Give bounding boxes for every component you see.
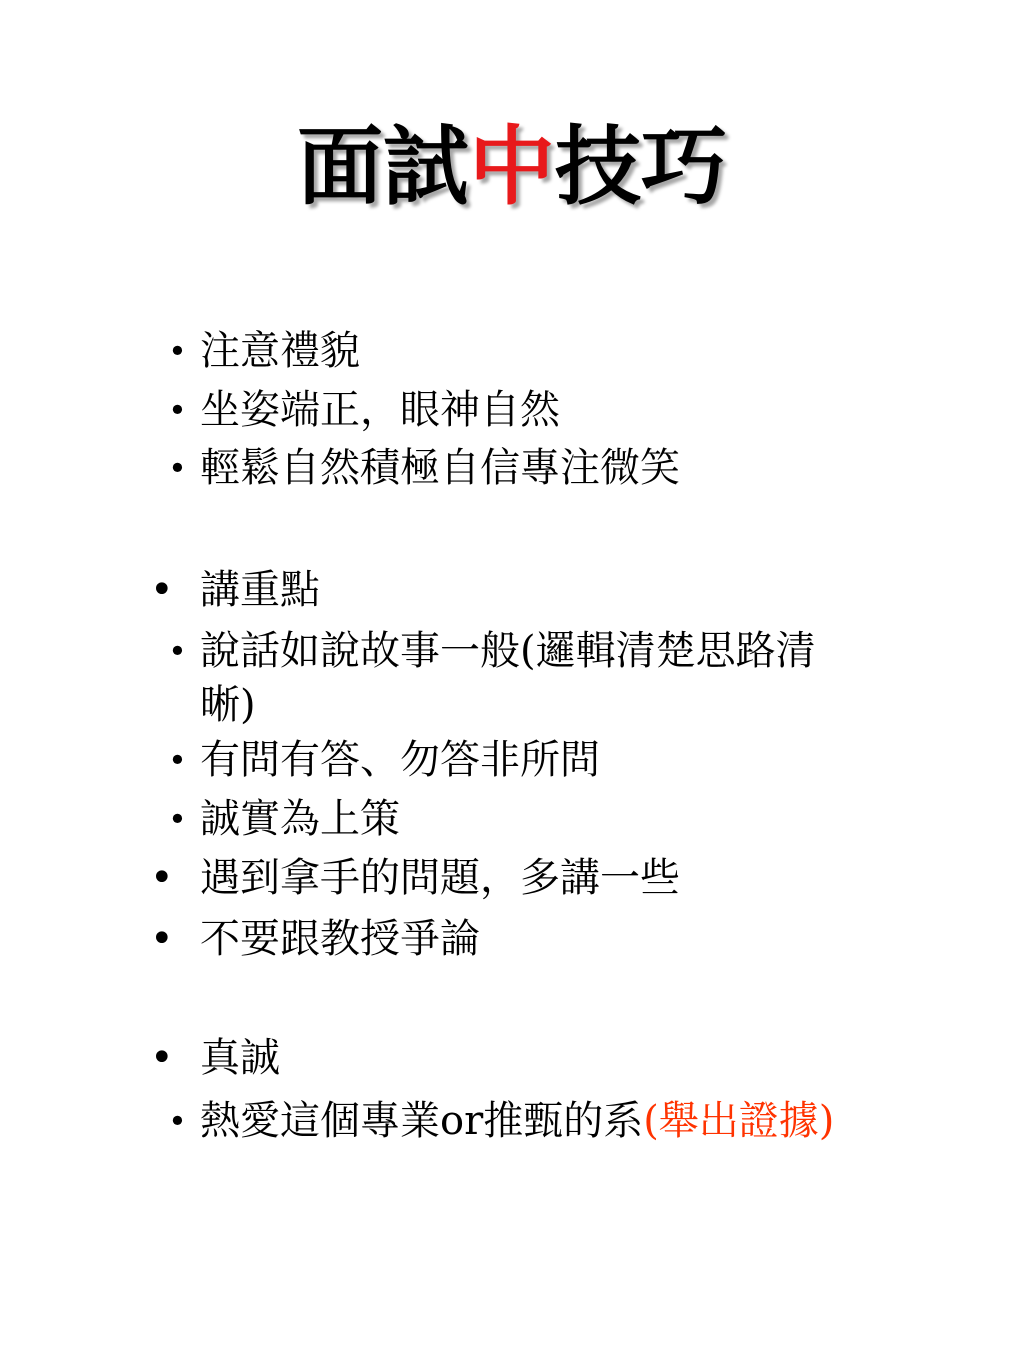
bullet-icon: •	[168, 391, 187, 429]
slide-title	[0, 112, 1024, 222]
list-item-text: 誠實為上策	[200, 796, 400, 842]
list-item-main-text: 熱愛這個專業or推甄的系	[200, 1098, 644, 1144]
list-item-text: 真誠	[200, 1035, 280, 1081]
bullet-icon: •	[168, 632, 187, 670]
list-item-text: 坐姿端正，眼神自然	[200, 387, 560, 433]
list-item-text: 有問有答、勿答非所問	[200, 737, 600, 783]
bullet-icon: •	[150, 1035, 174, 1081]
bullet-icon: •	[168, 449, 187, 487]
title-accent: 中	[469, 116, 555, 217]
list-item-text: 講重點	[200, 567, 320, 613]
bullet-icon: •	[150, 855, 174, 901]
bullet-icon: •	[168, 741, 187, 779]
bullet-icon: •	[168, 1102, 187, 1140]
list-item-text-line-2: 晰)	[200, 682, 256, 728]
evidence-highlight: (舉出證據)	[643, 1098, 835, 1144]
list-item-text: 輕鬆自然積極自信專注微笑	[200, 445, 680, 491]
list-item-text-line-1: 說話如說故事一般(邏輯清楚思路清	[200, 628, 816, 674]
list-item-text: 注意禮貌	[200, 328, 360, 374]
list-item-text: 遇到拿手的問題，多講一些	[200, 855, 680, 901]
bullet-icon: •	[168, 332, 187, 370]
bullet-icon: •	[150, 567, 174, 613]
title-part-2: 技巧	[555, 116, 727, 217]
bullet-icon: •	[168, 800, 187, 838]
title-part-1: 面試	[297, 116, 469, 217]
list-item-text	[200, 1094, 920, 1148]
list-item-text: 不要跟教授爭論	[200, 916, 480, 962]
bullet-icon: •	[150, 916, 174, 962]
